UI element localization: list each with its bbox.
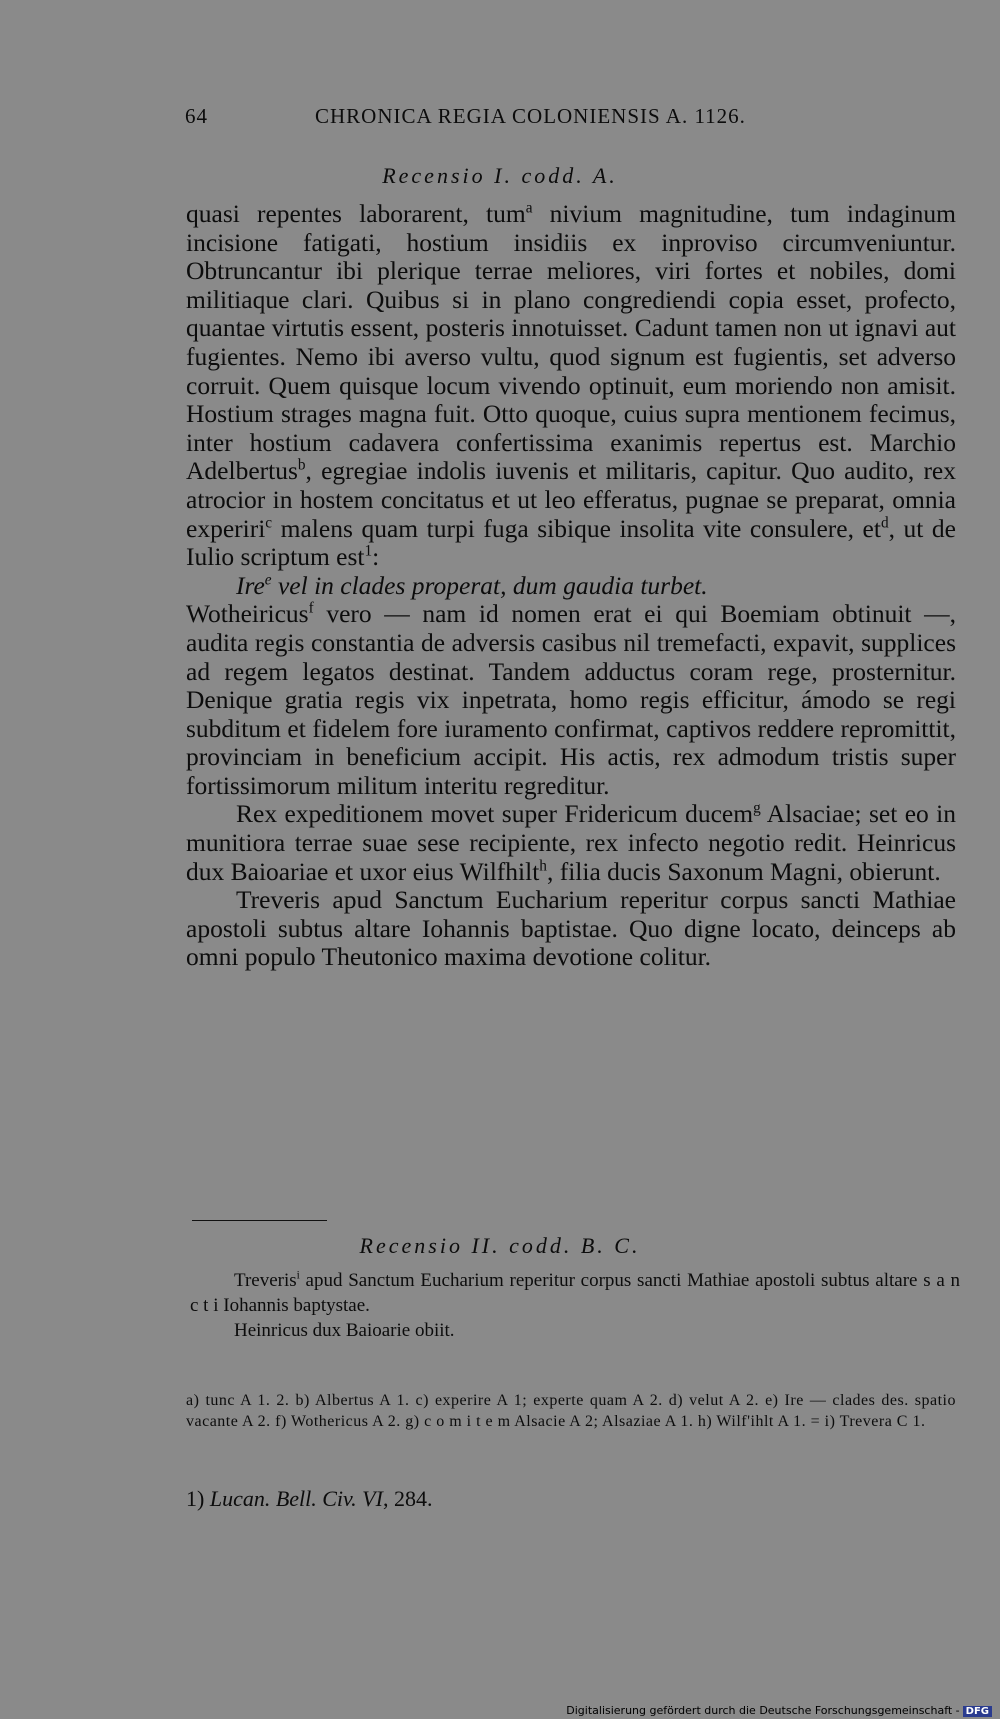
note-mark-i: i [296, 1269, 300, 1282]
verse-quotation: Ire$^e$ vel in clades properat, dum gaudia turbet. [236, 570, 708, 600]
note-mark-h: h [539, 857, 547, 875]
paragraph-2: Wotheiricus$^f$ vero — nam id nomen erat ei qui Boemiam obtinuit —, audita regis constantia de adversis casibus nil tremefacti, expavit, supplices ad regem legatos destinat. Tandem adductus coram rege, prosternitur. Denique gratia regis vix inpetrata, homo regis efficitur, ámodo se regi subditum et fidelem fore iuramento confirmat, captivos reddere repromittit, provinciam in beneficium accipit. His actis, rex admodum tristis super fortissimorum militum interitu regreditur. [186, 599, 956, 800]
note-mark-f: f [308, 599, 314, 617]
paragraph-4: Treveris apud Sanctum Eucharium reperitur corpus sancti Mathiae apostoli subtus altare Iohannis baptistae. Quo digne locato, deinceps ab omni populo Theutonico maxima devotione colitur. [186, 885, 956, 972]
note-mark-b: b [297, 456, 306, 474]
recensio-2-paragraph-2: Heinricus dux Baioarie obiit. [234, 1320, 455, 1341]
running-title: CHRONICA REGIA COLONIENSIS A. 1126. [315, 104, 746, 128]
recensio-1-heading: Recensio I. codd. A. [382, 163, 618, 188]
digitization-credit: Digitalisierung gefördert durch die Deutsche Forschungsgemeinschaft - DFG [566, 1704, 992, 1717]
note-mark-1: 1 [364, 542, 373, 560]
note-mark-c: c [265, 514, 273, 532]
note-mark-a: a [525, 199, 533, 217]
recensio-1-text [186, 200, 956, 972]
separator-rule [192, 1220, 327, 1221]
recensio-2-text [190, 1268, 960, 1343]
paragraph-1: quasi repentes laborarent, tum$^a$ nivium magnitudine, tum indaginum incisione fatigati, hostium insidiis ex inproviso circumveniuntur. Obtruncantur ibi plerique terrae meliores, viri fortes et nobiles, domi militiaque clari. Quibus si in plano congrediendi copia esset, profecto, quantae virtutis essent, posteris innotuisset. Cadunt tamen non ut ignavi aut fugientes. Nemo ibi averso vultu, quod signum est fugientis, set adverso corruit. Quem quisque locum vivendo optinuit, eum moriendo non amisit. Hostium strages magna fuit. Otto quoque, cuius supra mentionem fecimus, inter hostium cadavera confertissima exanimis repertus est. Marchio Adelbertus$^b$, egregiae indolis iuvenis et militaris, capitur. Quo audito, rex atrocior in hostem concitatus et ut leo efferatus, pugnae se preparat, omnia experiri$^c$ malens quam turpi fuga sibique insolita vite consulere, $et^d$, ut de Iulio scriptum est$^1$: [186, 199, 956, 572]
dfg-logo: DFG [963, 1706, 992, 1717]
note-mark-e: e [264, 571, 272, 589]
critical-apparatus: a) tunc A 1. 2. b) Albertus A 1. c) experire A 1; experte quam A 2. d) velut A 2. e) Ire — clades des. spatio vacante A 2. f) Wothericus A 2. g) c o m i t e m Alsacie A 2; Alsaziae A 1. h) Wilf'ihlt A 1. = i) Trevera C 1. [186, 1392, 956, 1430]
recensio-2-paragraph-1: Treveris$^i$ apud Sanctum Eucharium reperitur corpus sancti Mathiae apostoli subtus altare s a n c t i Iohannis baptystae. [190, 1269, 960, 1316]
note-mark-g: g [753, 799, 761, 817]
paragraph-3: Rex expeditionem movet super Fridericum ducem$^g$ Alsaciae; set eo in munitiora terrae suae sese recipiente, rex infecto negotio redit. Heinricus dux Baioariae et uxor eius Wilfhilt$^h$, filia ducis Saxonum Magni, obierunt. [186, 799, 956, 886]
page-number: 64 [185, 104, 208, 128]
recensio-2-heading: Recensio II. codd. B. C. [359, 1233, 641, 1258]
source-footnote: 1) Lucan. Bell. Civ. VI, 284. [186, 1486, 433, 1511]
note-mark-d: d [880, 514, 889, 532]
